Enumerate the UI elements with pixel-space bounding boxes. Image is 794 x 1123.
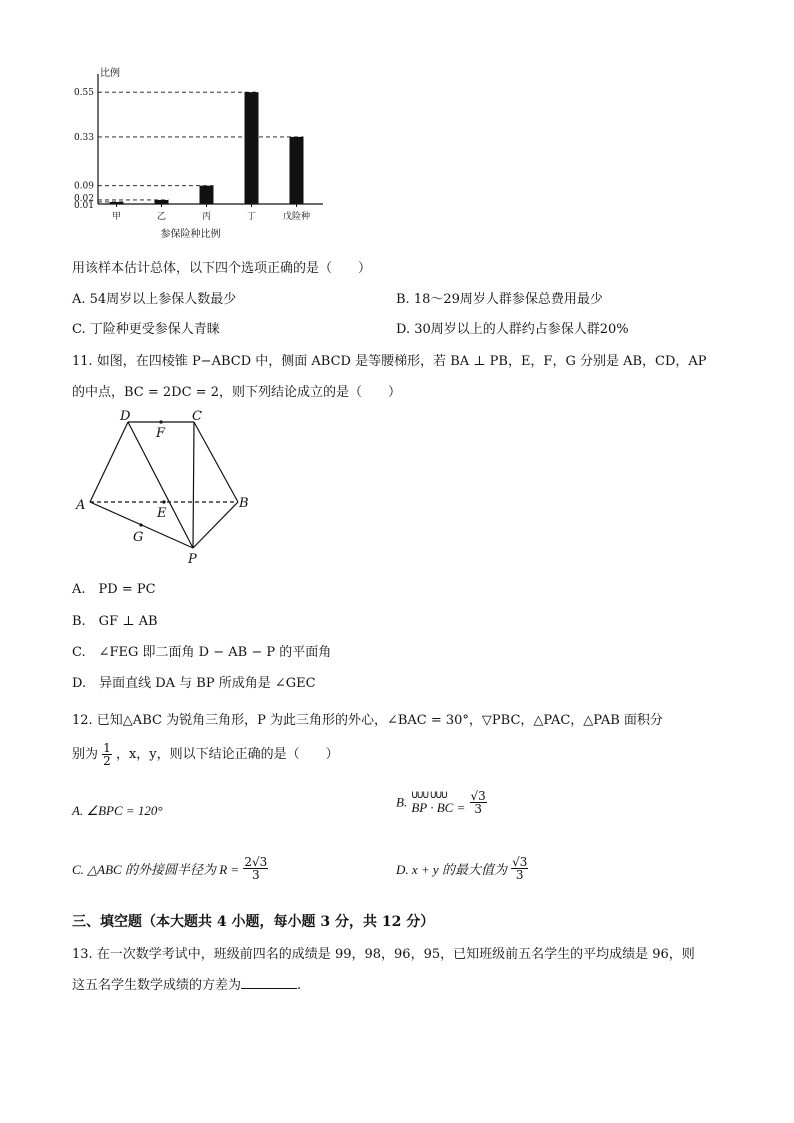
q11-option-d: D. 异面直线 DA 与 BP 所成角是 ∠GEC	[72, 676, 316, 691]
q11-stem-line1: 11. 如图，在四棱锥 P−ABCD 中，侧面 ABCD 是等腰梯形，若 BA ⊥ PB，E，F，G 分别是 AB，CD，AP	[72, 354, 707, 369]
q12-b-num: √3	[470, 789, 486, 803]
bar-chart	[60, 62, 340, 242]
y-tick-label-2: 0.09	[73, 181, 94, 192]
q12-d-fraction	[511, 856, 528, 881]
bar-4	[290, 137, 304, 204]
q13-end: .	[297, 978, 302, 993]
y-axis-label: 比例	[100, 68, 120, 79]
label-p: P	[188, 552, 197, 567]
q12-half-fraction	[102, 742, 112, 767]
bar-3	[245, 92, 259, 204]
q12-stem-line2	[72, 742, 339, 767]
label-d: D	[120, 409, 131, 424]
q12-b-pre: B.	[396, 794, 408, 810]
y-tick-label-0: 0.55	[73, 88, 94, 99]
q12-b-vector-marks: ᑌᑌᑌ ᑌᑌᑌ	[411, 790, 447, 801]
q12-d-num: √3	[512, 855, 528, 869]
q10-option-d: D. 30周岁以上的人群约占参保人群20%	[396, 322, 629, 337]
q12-c-num: 2√3	[244, 855, 268, 869]
label-c: C	[192, 409, 202, 424]
y-tick-label-1: 0.33	[73, 132, 94, 143]
label-f: F	[156, 426, 166, 441]
x-tick-label-0: 甲	[111, 212, 122, 222]
label-e: E	[157, 506, 167, 521]
q12-stem-line1: 12. 已知△ABC 为锐角三角形，P 为此三角形的外心，∠BAC = 30°，▽PBC，△PAC，△PAB 面积分	[72, 713, 663, 728]
point-e	[162, 500, 165, 503]
bar-0	[110, 202, 124, 204]
q12-b-expr: BP · BC =	[411, 799, 466, 815]
q12-option-a: A. ∠BPC = 120°	[72, 803, 163, 818]
q12-line2-pre: 别为	[72, 747, 99, 762]
q12-option-d	[396, 856, 528, 881]
edge-bp	[193, 502, 238, 548]
q10-option-a: A. 54周岁以上参保人数最少	[72, 292, 237, 307]
q12-line2-post: ，x，y，则以下结论正确的是（ ）	[115, 747, 339, 762]
label-b: B	[239, 496, 249, 511]
q11-stem-line2: 的中点，BC = 2DC = 2，则下列结论成立的是（ ）	[72, 385, 401, 400]
label-a: A	[76, 498, 86, 513]
x-tick-label-4: 戊险种	[282, 212, 311, 222]
q13-stem-line2	[72, 974, 301, 993]
q13-line2-text: 这五名学生数学成绩的方差为	[72, 978, 242, 993]
q12-c-den: 3	[251, 868, 260, 882]
label-g: G	[133, 530, 144, 545]
edge-cp	[193, 422, 194, 548]
q11-option-a: A. PD = PC	[72, 582, 156, 597]
q12-half-num: 1	[103, 741, 111, 755]
bar-1	[155, 200, 169, 204]
q10-option-b: B. 18～29周岁人群参保总费用最少	[396, 292, 603, 307]
q12-half-den: 2	[103, 754, 111, 768]
point-f	[159, 420, 162, 423]
q10-stem: 用该样本估计总体，以下四个选项正确的是（ ）	[72, 261, 372, 276]
x-tick-label-1: 乙	[156, 212, 167, 222]
section-title: 三、填空题（本大题共 4 小题，每小题 3 分，共 12 分）	[72, 914, 435, 930]
q13-stem-line1: 13. 在一次数学考试中，班级前四名的成绩是 99，98，96，95，已知班级前五名学生的平均成绩是 96，则	[72, 947, 695, 962]
y-tick-label-3: 0.02	[73, 193, 94, 204]
q12-option-b	[396, 790, 487, 815]
q10-option-c: C. 丁险种更受参保人青睐	[72, 322, 220, 337]
y-tick-label-4: 0.01	[73, 200, 94, 211]
q12-b-fraction	[470, 790, 487, 815]
q12-d-pre: D. x + y 的最大值为	[396, 862, 507, 877]
answer-blank[interactable]	[241, 976, 297, 989]
point-g	[139, 523, 142, 526]
q12-c-pre: C. △ABC 的外接圆半径为 R =	[72, 862, 240, 877]
edge-cb	[194, 422, 238, 502]
x-axis-label: 参保险种比例	[160, 229, 221, 240]
q12-c-fraction	[243, 856, 268, 881]
x-tick-label-2: 丙	[201, 212, 212, 222]
edge-da	[90, 422, 128, 502]
bar-2	[200, 186, 214, 204]
pyramid-figure	[70, 405, 260, 570]
x-tick-label-3: 丁	[246, 212, 257, 222]
q12-b-den: 3	[474, 802, 482, 816]
q12-option-c	[72, 856, 268, 881]
q11-option-c: C. ∠FEG 即二面角 D − AB − P 的平面角	[72, 645, 332, 660]
q12-d-den: 3	[515, 868, 524, 882]
q11-option-b: B. GF ⊥ AB	[72, 614, 158, 629]
